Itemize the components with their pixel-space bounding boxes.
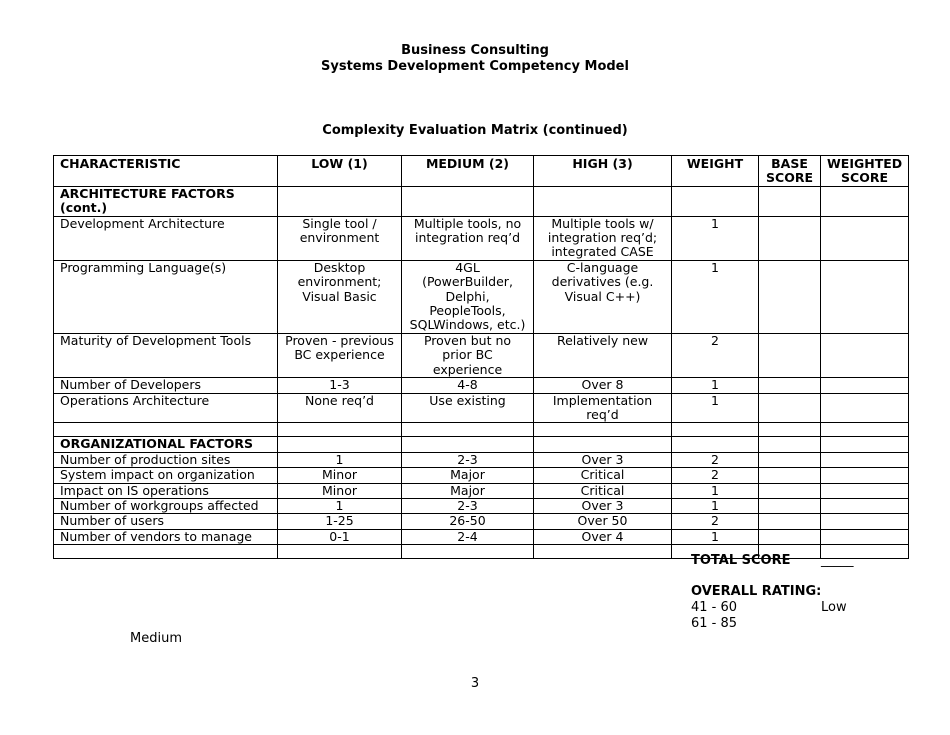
total-score-label: TOTAL SCORE xyxy=(691,553,791,568)
value-cell: 2-4 xyxy=(402,529,534,544)
value-cell: Multiple tools w/ integration req’d; integrated CASE xyxy=(534,216,672,260)
score-cell xyxy=(821,514,909,529)
value-cell: Critical xyxy=(534,468,672,483)
rating-label-medium: Medium xyxy=(130,631,182,646)
table-row xyxy=(54,468,909,483)
score-cell xyxy=(821,498,909,513)
characteristic-cell: Number of workgroups affected xyxy=(54,498,278,513)
rating-label-low: Low xyxy=(821,600,847,615)
table-row xyxy=(54,423,909,437)
col-header: LOW (1) xyxy=(278,156,402,187)
section-row xyxy=(54,186,909,216)
value-cell: Relatively new xyxy=(534,333,672,377)
value-cell: Major xyxy=(402,468,534,483)
value-cell: Major xyxy=(402,483,534,498)
overall-rating-label: OVERALL RATING: xyxy=(691,584,822,599)
table-row xyxy=(54,498,909,513)
characteristic-cell: Operations Architecture xyxy=(54,393,278,423)
characteristic-cell: Number of vendors to manage xyxy=(54,529,278,544)
value-cell: 1-3 xyxy=(278,378,402,393)
col-header: WEIGHTED SCORE xyxy=(821,156,909,187)
table-row xyxy=(54,393,909,423)
value-cell: Over 4 xyxy=(534,529,672,544)
value-cell: 2 xyxy=(672,452,759,467)
score-cell xyxy=(759,260,821,333)
complexity-matrix-table xyxy=(53,155,909,559)
col-header: WEIGHT xyxy=(672,156,759,187)
col-header: BASE SCORE xyxy=(759,156,821,187)
col-header: CHARACTERISTIC xyxy=(54,156,278,187)
table-header-row xyxy=(54,156,909,187)
score-cell xyxy=(759,378,821,393)
value-cell: Over 50 xyxy=(534,514,672,529)
value-cell: Multiple tools, no integration req’d xyxy=(402,216,534,260)
value-cell: 1-25 xyxy=(278,514,402,529)
characteristic-cell: Development Architecture xyxy=(54,216,278,260)
characteristic-cell: Number of production sites xyxy=(54,452,278,467)
value-cell: 1 xyxy=(672,216,759,260)
value-cell: 4-8 xyxy=(402,378,534,393)
score-cell xyxy=(759,333,821,377)
score-cell xyxy=(759,529,821,544)
rating-range-medium: 61 - 85 xyxy=(691,616,738,631)
score-cell xyxy=(759,393,821,423)
characteristic-cell: Number of Developers xyxy=(54,378,278,393)
value-cell: 2 xyxy=(672,468,759,483)
total-score-blank: _____ xyxy=(821,553,854,568)
score-cell xyxy=(759,452,821,467)
score-cell xyxy=(821,216,909,260)
score-cell xyxy=(821,333,909,377)
value-cell: 1 xyxy=(672,393,759,423)
col-header: HIGH (3) xyxy=(534,156,672,187)
score-cell xyxy=(759,216,821,260)
score-cell xyxy=(821,393,909,423)
value-cell: Use existing xyxy=(402,393,534,423)
score-cell xyxy=(821,260,909,333)
value-cell: 1 xyxy=(278,498,402,513)
value-cell: Proven - previous BC experience xyxy=(278,333,402,377)
value-cell: Implementation req’d xyxy=(534,393,672,423)
company-title: Business Consulting xyxy=(401,43,549,58)
value-cell: 4GL (PowerBuilder, Delphi, PeopleTools, SQLWindows, etc.) xyxy=(402,260,534,333)
matrix-title: Complexity Evaluation Matrix (continued) xyxy=(322,123,628,138)
value-cell: Over 3 xyxy=(534,452,672,467)
score-cell xyxy=(759,483,821,498)
characteristic-cell: Programming Language(s) xyxy=(54,260,278,333)
value-cell: 1 xyxy=(278,452,402,467)
value-cell: Critical xyxy=(534,483,672,498)
score-cell xyxy=(759,498,821,513)
table-row xyxy=(54,333,909,377)
value-cell: Desktop environment; Visual Basic xyxy=(278,260,402,333)
col-header: MEDIUM (2) xyxy=(402,156,534,187)
score-cell xyxy=(821,378,909,393)
section-heading: ORGANIZATIONAL FACTORS xyxy=(54,437,278,452)
value-cell: Minor xyxy=(278,468,402,483)
value-cell: Minor xyxy=(278,483,402,498)
score-cell xyxy=(821,483,909,498)
value-cell: 0-1 xyxy=(278,529,402,544)
value-cell: Over 8 xyxy=(534,378,672,393)
table-row xyxy=(54,514,909,529)
section-heading: ARCHITECTURE FACTORS (cont.) xyxy=(54,186,278,216)
value-cell: 1 xyxy=(672,498,759,513)
value-cell: C-language derivatives (e.g. Visual C++) xyxy=(534,260,672,333)
value-cell: 1 xyxy=(672,529,759,544)
document-title: Systems Development Competency Model xyxy=(321,59,629,74)
section-row xyxy=(54,437,909,452)
table-row xyxy=(54,216,909,260)
value-cell: 1 xyxy=(672,260,759,333)
value-cell: 2-3 xyxy=(402,452,534,467)
table-row xyxy=(54,260,909,333)
value-cell: 2 xyxy=(672,333,759,377)
score-cell xyxy=(821,468,909,483)
value-cell: 2-3 xyxy=(402,498,534,513)
score-cell xyxy=(821,452,909,467)
score-cell xyxy=(759,468,821,483)
value-cell: 26-50 xyxy=(402,514,534,529)
characteristic-cell: Impact on IS operations xyxy=(54,483,278,498)
table-row xyxy=(54,483,909,498)
table-row xyxy=(54,378,909,393)
value-cell: 2 xyxy=(672,514,759,529)
value-cell: None req’d xyxy=(278,393,402,423)
characteristic-cell: Number of users xyxy=(54,514,278,529)
characteristic-cell: Maturity of Development Tools xyxy=(54,333,278,377)
table-row xyxy=(54,529,909,544)
table-row xyxy=(54,452,909,467)
score-cell xyxy=(759,514,821,529)
value-cell: Over 3 xyxy=(534,498,672,513)
value-cell: 1 xyxy=(672,483,759,498)
rating-range-low: 41 - 60 xyxy=(691,600,738,615)
page-number: 3 xyxy=(470,676,480,691)
score-cell xyxy=(821,529,909,544)
value-cell: Proven but no prior BC experience xyxy=(402,333,534,377)
value-cell: Single tool / environment xyxy=(278,216,402,260)
value-cell: 1 xyxy=(672,378,759,393)
characteristic-cell: System impact on organization xyxy=(54,468,278,483)
